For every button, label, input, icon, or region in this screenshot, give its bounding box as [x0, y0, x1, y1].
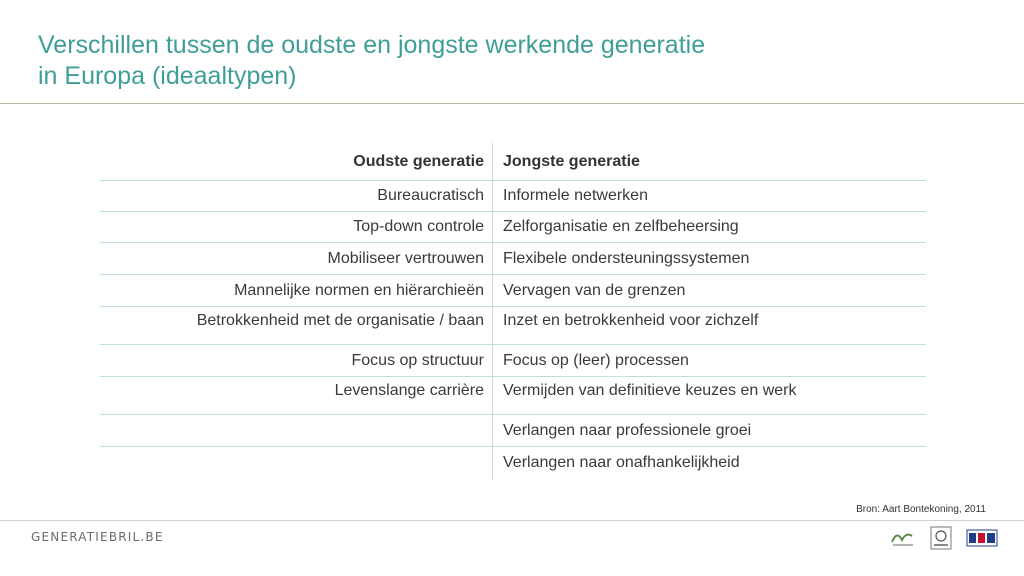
- table-row: [100, 415, 926, 447]
- table-row: [100, 243, 926, 275]
- table-row: [100, 345, 926, 377]
- cell-oldest: Mannelijke normen en hiërarchieën: [234, 281, 484, 299]
- cell-youngest: Vervagen van de grenzen: [503, 281, 686, 299]
- footer-divider: [0, 520, 1024, 521]
- header-youngest-generation: Jongste generatie: [503, 152, 640, 170]
- cell-youngest: Vermijden van definitieve keuzes en werk: [503, 382, 797, 399]
- slide-title-line-2: in Europa (ideaaltypen): [38, 62, 297, 90]
- table-header-row: [100, 143, 926, 181]
- cell-oldest: Bureaucratisch: [377, 187, 484, 204]
- slide-title-line-1: Verschillen tussen de oudste en jongste werkende generatie: [38, 31, 706, 59]
- cell-oldest: [100, 447, 493, 479]
- cell-youngest: Focus op (leer) processen: [503, 351, 689, 369]
- table-row: [100, 307, 926, 345]
- cell-oldest: Levenslange carrière: [334, 382, 484, 399]
- cell-youngest: Zelforganisatie en zelfbeheersing: [503, 218, 739, 235]
- cell-youngest: Verlangen naar professionele groei: [503, 421, 752, 439]
- table-row: [100, 275, 926, 307]
- cell-oldest: Focus op structuur: [351, 351, 484, 369]
- cell-oldest: Top-down controle: [353, 218, 484, 235]
- esf-logo: [966, 528, 998, 548]
- wise-logo: [890, 528, 916, 548]
- source-citation: Bron: Aart Bontekoning, 2011: [856, 504, 986, 515]
- comparison-table: [100, 143, 926, 479]
- cell-oldest: Betrokkenheid met de organisatie / baan: [196, 312, 484, 329]
- cell-youngest: Informele netwerken: [503, 187, 648, 204]
- cell-oldest: Mobiliseer vertrouwen: [327, 249, 484, 267]
- partner-logos: [890, 526, 998, 550]
- cell-youngest: Inzet en betrokkenheid voor zichzelf: [503, 312, 759, 329]
- cell-oldest: [100, 415, 493, 446]
- header-oldest-generation: Oudste generatie: [353, 152, 484, 170]
- table-row: [100, 377, 926, 415]
- table-row: [100, 181, 926, 212]
- brand-wordmark: GENERATIEBRIL.BE: [31, 530, 164, 544]
- table-row: [100, 212, 926, 243]
- cell-youngest: Verlangen naar onafhankelijkheid: [503, 454, 740, 471]
- table-row: [100, 447, 926, 479]
- slide-title: [38, 30, 705, 92]
- cell-youngest: Flexibele ondersteuningssystemen: [503, 249, 750, 267]
- hogent-logo: [930, 526, 952, 550]
- title-divider: [0, 103, 1024, 104]
